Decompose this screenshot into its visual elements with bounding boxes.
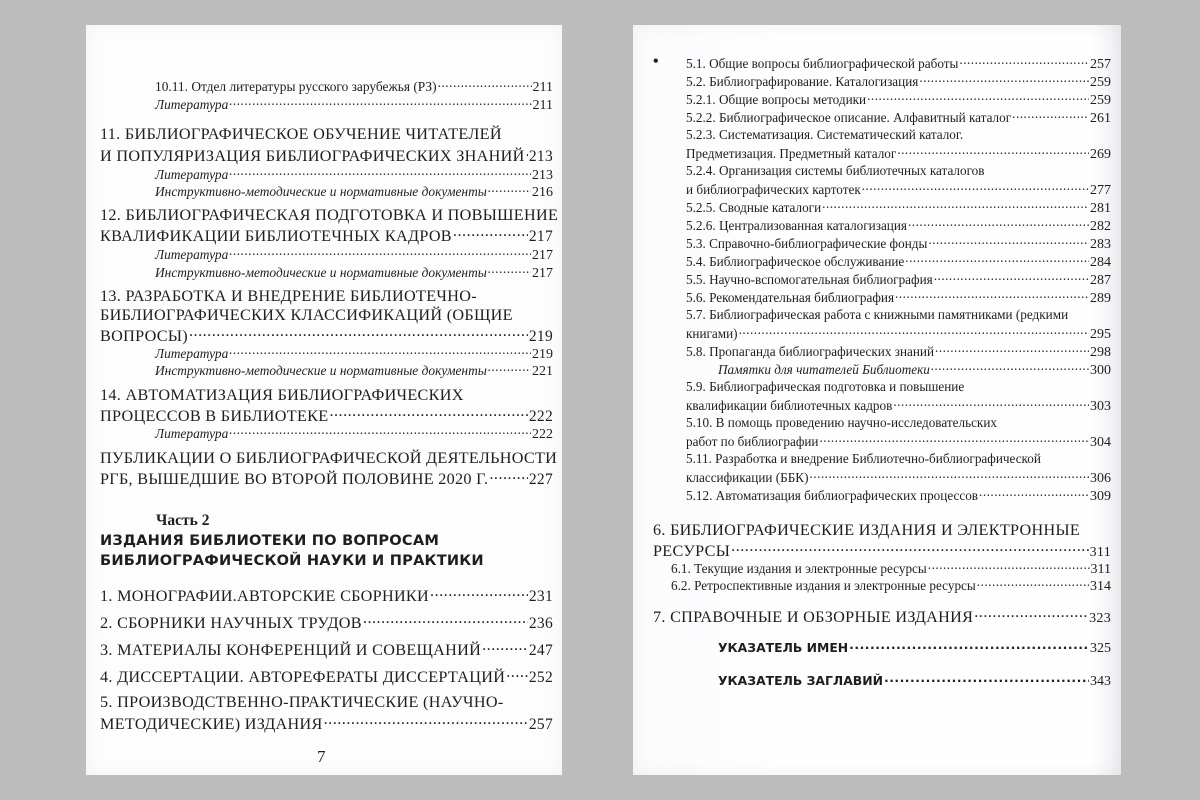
toc-entry-title: УКАЗАТЕЛЬ ЗАГЛАВИЙ — [718, 673, 883, 689]
toc-entry-page: 325 — [1090, 641, 1111, 657]
toc-entry-page: 282 — [1090, 219, 1111, 235]
part-title-line: БИБЛИОГРАФИЧЕСКОЙ НАУКИ И ПРАКТИКИ — [100, 552, 484, 569]
toc-entry-page: 303 — [1090, 399, 1111, 415]
toc-entry-title: Предметизация. Предметный каталог — [686, 146, 897, 162]
dot-leader — [897, 145, 1089, 158]
toc-entry-title: 10.11. Отдел литературы русского зарубежья (РЗ) — [155, 79, 437, 95]
toc-entry-title: Литература — [155, 247, 229, 263]
toc-entry-page: 211 — [532, 80, 553, 96]
dot-leader — [488, 362, 531, 375]
toc-entry-page: 314 — [1090, 579, 1111, 595]
dot-leader — [430, 585, 528, 601]
dot-leader — [959, 55, 1089, 68]
toc-entry[interactable] — [686, 55, 1111, 73]
toc-entry-page: 217 — [532, 248, 553, 264]
dot-leader — [884, 673, 1089, 685]
toc-entry[interactable] — [155, 183, 553, 201]
toc-entry[interactable] — [686, 181, 1111, 199]
toc-heading[interactable] — [100, 585, 553, 606]
toc-heading-line: 6. БИБЛИОГРАФИЧЕСКИЕ ИЗДАНИЯ И ЭЛЕКТРОННЫЕ — [653, 521, 1081, 539]
toc-entry-page: 217 — [532, 266, 553, 282]
toc-entry[interactable] — [155, 78, 553, 96]
toc-entry[interactable] — [155, 425, 553, 443]
toc-entry-page: 306 — [1090, 471, 1111, 487]
toc-entry-title: РГБ, ВЫШЕДШИЕ ВО ВТОРОЙ ПОЛОВИНЕ 2020 Г. — [100, 470, 489, 489]
dot-leader — [974, 606, 1088, 622]
dot-leader — [977, 577, 1089, 590]
toc-entry-line: 5.2.4. Организация системы библиотечных каталогов — [686, 163, 985, 178]
toc-entry[interactable] — [671, 577, 1111, 595]
dot-leader — [189, 325, 528, 341]
index-entry[interactable] — [718, 640, 1111, 657]
toc-entry-page: 231 — [528, 588, 553, 606]
toc-entry[interactable] — [686, 433, 1111, 451]
toc-entry-title: Памятки для читателей Библиотеки — [718, 362, 930, 378]
toc-entry-page: 257 — [528, 716, 553, 734]
toc-entry-page: 311 — [1089, 545, 1111, 561]
toc-entry-title: ВОПРОСЫ) — [100, 327, 188, 346]
toc-entry-page: 213 — [528, 148, 553, 166]
dot-leader — [329, 405, 527, 421]
toc-entry-page: 259 — [1090, 75, 1111, 91]
toc-entry-page: 257 — [1090, 57, 1111, 73]
toc-entry-title: 5.2. Библиографирование. Каталогизация — [686, 74, 919, 90]
toc-entry-title: Литература — [155, 167, 229, 183]
toc-entry-line: 5.11. Разработка и внедрение Библиотечно-библиографической — [686, 451, 1041, 466]
dot-leader — [1012, 109, 1089, 122]
toc-entry-page: 289 — [1090, 291, 1111, 307]
toc-entry-page: 221 — [532, 364, 553, 380]
toc-entry-page: 261 — [1090, 111, 1111, 127]
dot-leader — [822, 199, 1089, 212]
toc-heading[interactable] — [100, 325, 553, 346]
toc-entry-page: 222 — [532, 427, 553, 443]
toc-entry-title: КВАЛИФИКАЦИИ БИБЛИОТЕЧНЫХ КАДРОВ — [100, 227, 452, 246]
dot-leader — [438, 78, 532, 91]
dot-leader — [819, 433, 1089, 446]
part-title-line: ИЗДАНИЯ БИБЛИОТЕКИ ПО ВОПРОСАМ — [100, 532, 440, 549]
toc-entry-page: 343 — [1090, 674, 1111, 690]
toc-heading-line: 11. БИБЛИОГРАФИЧЕСКОЕ ОБУЧЕНИЕ ЧИТАТЕЛЕЙ — [100, 125, 502, 143]
toc-entry-page: 304 — [1090, 435, 1111, 451]
toc-entry-title: 5.2.6. Централизованная каталогизация — [686, 218, 907, 234]
toc-entry[interactable] — [155, 362, 553, 380]
toc-entry-page: 211 — [532, 98, 553, 114]
toc-entry-page: 247 — [528, 642, 553, 660]
dot-leader — [979, 487, 1089, 500]
toc-entry-title: Инструктивно-методические и нормативные документы — [155, 265, 487, 281]
toc-entry-page: 227 — [528, 471, 553, 489]
toc-entry-line: 5.10. В помощь проведению научно-исследовательских — [686, 415, 997, 430]
toc-entry-page: 216 — [532, 185, 553, 201]
toc-entry-title: и библиографических картотек — [686, 182, 861, 198]
toc-heading-line: 12. БИБЛИОГРАФИЧЕСКАЯ ПОДГОТОВКА И ПОВЫШЕНИЕ — [100, 206, 559, 224]
dot-leader — [908, 217, 1089, 230]
toc-entry-page: 309 — [1090, 489, 1111, 505]
toc-heading[interactable] — [100, 612, 553, 633]
toc-entry-title: Инструктивно-методические и нормативные документы — [155, 363, 487, 379]
dot-leader — [229, 246, 531, 259]
toc-entry[interactable] — [686, 235, 1111, 253]
toc-heading[interactable] — [653, 606, 1111, 627]
toc-entry-line: 5.9. Библиографическая подготовка и повышение — [686, 379, 965, 394]
dot-leader — [229, 345, 531, 358]
bullet-mark: • — [653, 53, 659, 70]
toc-entry[interactable] — [686, 343, 1111, 361]
toc-entry[interactable] — [686, 397, 1111, 415]
toc-entry-title: 7. СПРАВОЧНЫЕ И ОБЗОРНЫЕ ИЗДАНИЯ — [653, 608, 974, 627]
toc-heading[interactable] — [100, 713, 553, 734]
toc-entry-title: 6.2. Ретроспективные издания и электронные ресурсы — [671, 578, 976, 594]
dot-leader — [867, 91, 1089, 104]
toc-entry-title: 3. МАТЕРИАЛЫ КОНФЕРЕНЦИЙ И СОВЕЩАНИЙ — [100, 641, 482, 660]
toc-entry-page: 295 — [1090, 327, 1111, 343]
toc-entry-page: 259 — [1090, 93, 1111, 109]
toc-entry[interactable] — [686, 253, 1111, 271]
toc-entry-title: книгами) — [686, 326, 738, 342]
dot-leader — [229, 425, 531, 438]
toc-entry-page: 298 — [1090, 345, 1111, 361]
toc-entry[interactable] — [686, 73, 1111, 91]
toc-entry-title: 5.5. Научно-вспомогательная библиография — [686, 272, 933, 288]
toc-entry-title: Литература — [155, 426, 229, 442]
dot-leader — [229, 166, 531, 179]
dot-leader — [849, 640, 1089, 652]
toc-entry-title: 6.1. Текущие издания и электронные ресурсы — [671, 561, 927, 577]
toc-entry-title: Инструктивно-методические и нормативные документы — [155, 184, 487, 200]
toc-entry[interactable] — [718, 361, 1111, 379]
right-page — [633, 25, 1121, 775]
toc-entry-page: 217 — [528, 228, 553, 246]
dot-leader — [229, 96, 531, 109]
toc-entry-title: 1. МОНОГРАФИИ.АВТОРСКИЕ СБОРНИКИ — [100, 587, 430, 606]
page-number: 7 — [317, 747, 326, 766]
toc-entry-title: Литература — [155, 346, 229, 362]
dot-leader — [895, 289, 1089, 302]
toc-entry[interactable] — [686, 325, 1111, 343]
dot-leader — [488, 264, 531, 277]
toc-heading[interactable] — [100, 468, 553, 489]
toc-entry-title: И ПОПУЛЯРИЗАЦИЯ БИБЛИОГРАФИЧЕСКИХ ЗНАНИЙ — [100, 147, 525, 166]
toc-heading-line: ПУБЛИКАЦИИ О БИБЛИОГРАФИЧЕСКОЙ ДЕЯТЕЛЬНОСТИ — [100, 449, 558, 467]
toc-entry-page: 269 — [1090, 147, 1111, 163]
toc-entry[interactable] — [686, 469, 1111, 487]
toc-entry-line: 5.7. Библиографическая работа с книжными памятниками (редкими — [686, 307, 1069, 322]
dot-leader — [893, 397, 1089, 410]
dot-leader — [453, 225, 528, 241]
toc-heading[interactable] — [100, 405, 553, 426]
dot-leader — [363, 612, 528, 628]
toc-entry-title: 5.4. Библиографическое обслуживание — [686, 254, 905, 270]
dot-leader — [482, 639, 528, 655]
toc-entry[interactable] — [155, 246, 553, 264]
toc-entry-title: 4. ДИССЕРТАЦИИ. АВТОРЕФЕРАТЫ ДИССЕРТАЦИЙ — [100, 668, 506, 687]
toc-entry-title: квалификации библиотечных кадров — [686, 398, 893, 414]
toc-entry[interactable] — [686, 91, 1111, 109]
toc-entry[interactable] — [686, 199, 1111, 217]
toc-entry-title: работ по библиографии — [686, 434, 819, 450]
toc-entry[interactable] — [671, 560, 1111, 578]
dot-leader — [934, 271, 1089, 284]
part-label: Часть 2 — [156, 512, 210, 529]
toc-entry-title: 5.2.1. Общие вопросы методики — [686, 92, 867, 108]
toc-heading-line: 13. РАЗРАБОТКА И ВНЕДРЕНИЕ БИБЛИОТЕЧНО- — [100, 287, 477, 305]
dot-leader — [731, 540, 1088, 556]
toc-entry-page: 323 — [1089, 611, 1111, 627]
toc-heading[interactable] — [100, 225, 553, 246]
toc-heading[interactable] — [653, 540, 1111, 561]
toc-entry-title: УКАЗАТЕЛЬ ИМЕН — [718, 640, 849, 656]
toc-heading-line: 14. АВТОМАТИЗАЦИЯ БИБЛИОГРАФИЧЕСКИХ — [100, 386, 464, 404]
toc-entry-title: 5.2.5. Сводные каталоги — [686, 200, 822, 216]
toc-entry-title: 2. СБОРНИКИ НАУЧНЫХ ТРУДОВ — [100, 614, 362, 633]
toc-entry[interactable] — [155, 96, 553, 114]
dot-leader — [324, 713, 528, 729]
toc-entry-page: 277 — [1090, 183, 1111, 199]
toc-entry-title: ПРОЦЕССОВ В БИБЛИОТЕКЕ — [100, 407, 329, 426]
dot-leader — [919, 73, 1089, 86]
toc-entry-page: 281 — [1090, 201, 1111, 217]
dot-leader — [809, 469, 1089, 482]
toc-entry-page: 236 — [528, 615, 553, 633]
toc-entry-page: 287 — [1090, 273, 1111, 289]
toc-entry-title: 5.8. Пропаганда библиографических знаний — [686, 344, 935, 360]
toc-entry[interactable] — [155, 345, 553, 363]
toc-entry[interactable] — [686, 271, 1111, 289]
toc-entry[interactable] — [155, 264, 553, 282]
toc-entry[interactable] — [686, 217, 1111, 235]
toc-entry[interactable] — [686, 109, 1111, 127]
toc-entry-title: 5.3. Справочно-библиографические фонды — [686, 236, 928, 252]
toc-heading-line: БИБЛИОГРАФИЧЕСКИХ КЛАССИФИКАЦИЙ (ОБЩИЕ — [100, 306, 513, 324]
index-entry[interactable] — [718, 673, 1111, 690]
toc-entry-page: 219 — [532, 347, 553, 363]
dot-leader — [935, 343, 1089, 356]
toc-heading[interactable] — [100, 639, 553, 660]
toc-entry-page: 311 — [1090, 562, 1111, 578]
toc-entry-title: классификации (ББК) — [686, 470, 809, 486]
toc-entry-page: 300 — [1090, 363, 1111, 379]
toc-entry-page: 283 — [1090, 237, 1111, 253]
toc-entry-title: 5.6. Рекомендательная библиография — [686, 290, 895, 306]
toc-entry[interactable] — [686, 289, 1111, 307]
toc-entry-title: 5.2.2. Библиографическое описание. Алфавитный каталог — [686, 110, 1012, 126]
toc-entry-title: РЕСУРСЫ — [653, 542, 731, 561]
toc-entry-page: 213 — [532, 168, 553, 184]
toc-entry[interactable] — [686, 145, 1111, 163]
toc-entry-line: 5.2.3. Систематизация. Систематический каталог. — [686, 127, 964, 142]
toc-entry-page: 222 — [528, 408, 553, 426]
dot-leader — [928, 560, 1090, 573]
left-page — [86, 25, 562, 775]
toc-entry-page: 252 — [528, 669, 553, 687]
dot-leader — [506, 666, 528, 682]
toc-entry[interactable] — [155, 166, 553, 184]
dot-leader — [862, 181, 1089, 194]
dot-leader — [905, 253, 1089, 266]
toc-entry-title: 5.1. Общие вопросы библиографической работы — [686, 56, 959, 72]
toc-heading[interactable] — [100, 666, 553, 687]
toc-heading-line: 5. ПРОИЗВОДСТВЕННО-ПРАКТИЧЕСКИЕ (НАУЧНО- — [100, 693, 504, 711]
dot-leader — [526, 145, 528, 161]
dot-leader — [928, 235, 1089, 248]
toc-entry[interactable] — [686, 487, 1111, 505]
toc-entry-title: Литература — [155, 97, 229, 113]
toc-entry-page: 219 — [528, 328, 553, 346]
dot-leader — [489, 468, 528, 484]
toc-heading[interactable] — [100, 145, 553, 166]
toc-entry-title: 5.12. Автоматизация библиографических процессов — [686, 488, 979, 504]
dot-leader — [488, 183, 531, 196]
dot-leader — [739, 325, 1089, 338]
toc-entry-page: 284 — [1090, 255, 1111, 271]
dot-leader — [931, 361, 1089, 374]
toc-entry-title: МЕТОДИЧЕСКИЕ) ИЗДАНИЯ — [100, 715, 323, 734]
